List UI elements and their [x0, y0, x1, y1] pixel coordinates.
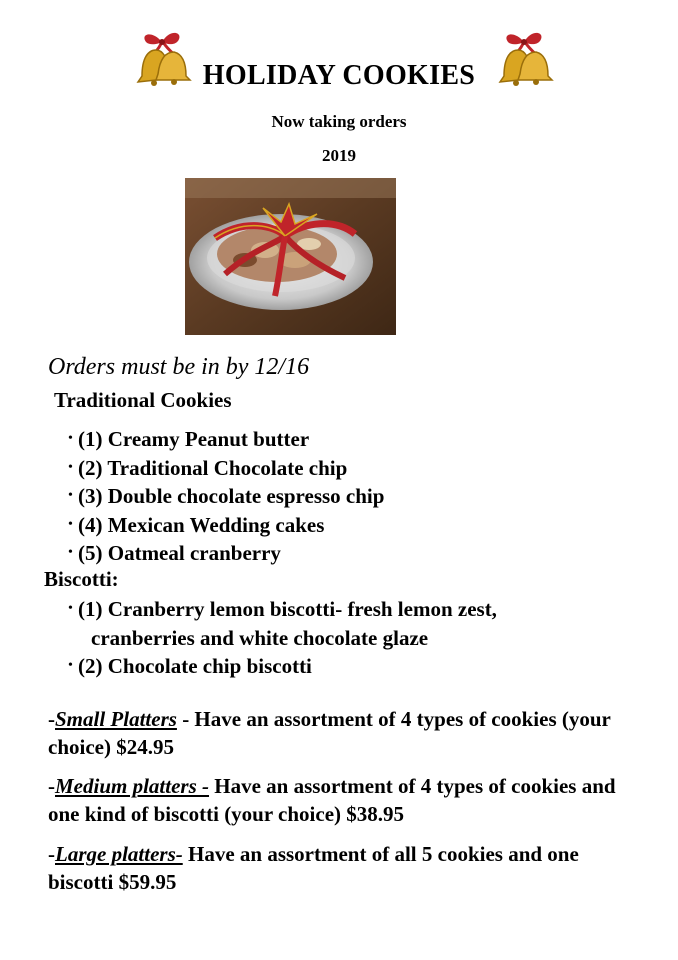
- biscotti-list: [62, 595, 497, 681]
- traditional-cookies-list: [62, 425, 384, 568]
- bullet-icon: •: [68, 658, 73, 673]
- list-item: • (1) Creamy Peanut butter: [62, 425, 384, 454]
- list-item: • (3) Double chocolate espresso chip: [62, 482, 384, 511]
- bullet-icon: •: [68, 545, 73, 560]
- large-platter-desc: Have an assortment of all 5 cookies and one biscotti $59.95: [48, 842, 579, 894]
- small-platter-desc: - Have an assortment of 4 types of cookies (your choice) $24.95: [48, 707, 611, 759]
- bullet-icon: •: [68, 516, 73, 532]
- list-item: • (2) Traditional Chocolate chip: [62, 454, 384, 483]
- large-platter-offer: -Large platters- Have an assortment of all 5 cookies and one biscotti $59.95: [48, 842, 579, 894]
- traditional-cookies-heading: Traditional Cookies: [54, 388, 232, 412]
- cookie-platter-photo: [185, 178, 396, 335]
- biscotti-heading: Biscotti:: [44, 567, 119, 591]
- bullet-icon: •: [68, 431, 73, 446]
- small-platter-name: Small Platters: [55, 707, 177, 731]
- list-item: • (1) Cranberry lemon biscotti- fresh lemon zest, cranberries and white chocolate glaze: [68, 597, 497, 650]
- small-platter-offer: -Small Platters - Have an assortment of 4 types of cookies (your choice) $24.95: [48, 707, 611, 759]
- bullet-icon: •: [68, 601, 73, 616]
- bells-icon: [494, 28, 558, 90]
- bullet-icon: •: [68, 488, 73, 503]
- page-title: HOLIDAY COOKIES: [202, 60, 476, 91]
- subtitle: Now taking orders: [271, 112, 407, 131]
- large-platter-name: Large platters-: [55, 842, 183, 866]
- list-item: • (4) Mexican Wedding cakes: [62, 511, 384, 540]
- list-item: • (5) Oatmeal cranberry: [62, 539, 384, 568]
- list-item: • (2) Chocolate chip biscotti: [62, 652, 497, 681]
- bullet-icon: •: [68, 459, 73, 475]
- order-deadline: Orders must be in by 12/16: [48, 354, 310, 380]
- medium-platter-desc: Have an assortment of 4 types of cookies and one kind of biscotti (your choice) $38.95: [48, 774, 616, 826]
- year-label: 2019: [322, 146, 356, 165]
- medium-platter-offer: -Medium platters - Have an assortment of 4 types of cookies and one kind of biscotti (your choice) $38.95: [48, 774, 616, 826]
- medium-platter-name: Medium platters -: [55, 774, 210, 798]
